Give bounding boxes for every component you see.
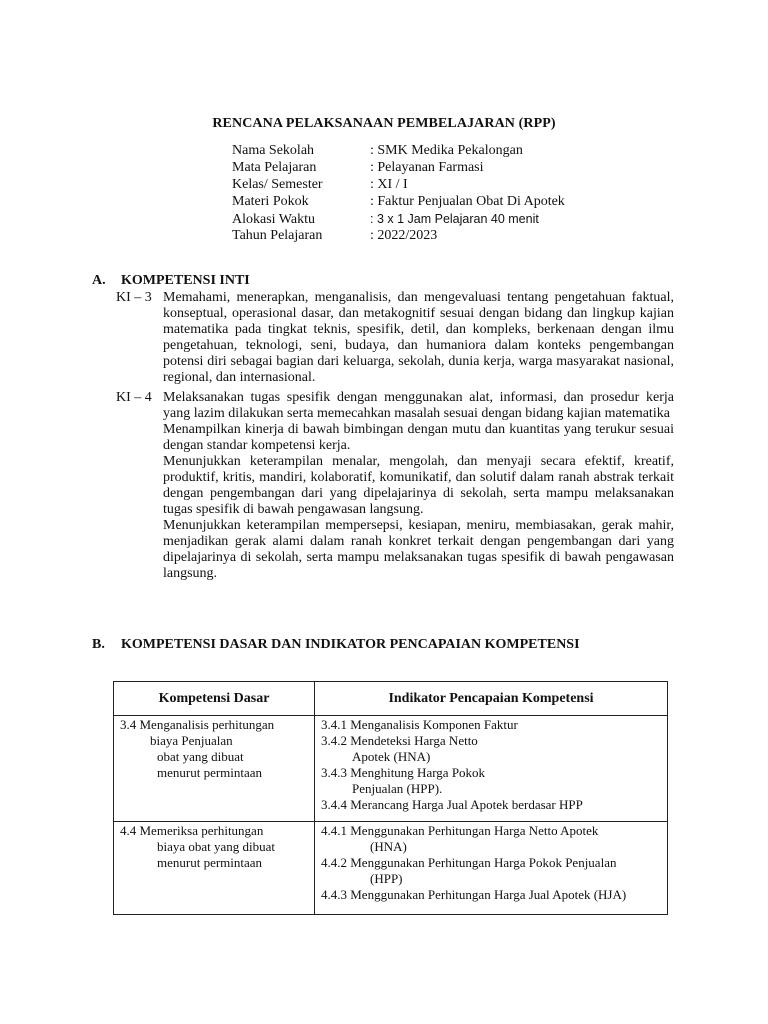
- ki3-text: [163, 290, 674, 386]
- ki4-paragraph: Menampilkan kinerja di bawah bimbingan dengan mutu dan kuantitas yang terukur sesuai dengan standar kompetensi kerja.: [163, 422, 674, 453]
- kd-line: 4.4 Memeriksa perhitungan: [120, 823, 264, 838]
- ki4-paragraph: Menunjukkan keterampilan mempersepsi, kesiapan, meniru, membiasakan, gerak mahir, menjadikan gerak alami dalam ranah konkret terkait dengan pengembangan dari yang dipelajarinya di sekolah, serta mampu melaksanakan tugas spesifik di bawah pengawasan langsung.: [163, 518, 674, 581]
- info-label: Alokasi Waktu: [232, 212, 315, 227]
- header-indikator: Indikator Pencapaian Kompetensi: [315, 682, 668, 716]
- competency-table: [113, 681, 668, 915]
- header-kompetensi-dasar: Kompetensi Dasar: [114, 682, 315, 716]
- info-row-year: [232, 228, 565, 245]
- ki3-label: KI – 3: [116, 290, 152, 305]
- indicator-cell: [315, 716, 668, 822]
- section-b-letter: B.: [92, 637, 105, 652]
- section-b-title: KOMPETENSI DASAR DAN INDIKATOR PENCAPAIAN KOMPETENSI: [121, 637, 580, 652]
- info-label: Tahun Pelajaran: [232, 228, 323, 243]
- info-label: Mata Pelajaran: [232, 160, 317, 175]
- indicator-line: 3.4.3 Menghitung Harga Pokok: [321, 765, 486, 780]
- section-a-heading: [92, 273, 250, 289]
- info-value: : Pelayanan Farmasi: [370, 160, 484, 175]
- info-row-time: [232, 211, 565, 228]
- section-b-heading: [92, 637, 580, 653]
- info-value: : 2022/2023: [370, 228, 438, 243]
- kd-line: menurut permintaan: [157, 765, 263, 780]
- indicator-line: (HNA): [370, 839, 407, 854]
- document-title: RENCANA PELAKSANAAN PEMBELAJARAN (RPP): [212, 116, 556, 131]
- kd-line: biaya Penjualan: [150, 733, 233, 748]
- info-row-school: [232, 143, 565, 160]
- indicator-line: Penjualan (HPP).: [352, 781, 443, 796]
- indicator-line: 4.4.1 Menggunakan Perhitungan Harga Netto Apotek: [321, 823, 599, 838]
- info-label: Kelas/ Semester: [232, 177, 323, 192]
- kd-line: obat yang dibuat: [157, 749, 244, 764]
- indicator-line: 3.4.1 Menganalisis Komponen Faktur: [321, 717, 518, 732]
- table-row: [114, 716, 668, 822]
- info-value: : SMK Medika Pekalongan: [370, 143, 523, 158]
- kd-line: biaya obat yang dibuat: [157, 839, 276, 854]
- kd-cell: [114, 716, 315, 822]
- ki4-paragraph: Melaksanakan tugas spesifik dengan menggunakan alat, informasi, dan prosedur kerja yang lazim dilakukan serta memecahkan masalah sesuai dengan bidang kajian matematika: [163, 390, 674, 421]
- indicator-cell: [315, 822, 668, 915]
- info-label: Nama Sekolah: [232, 143, 315, 158]
- ki3-paragraph: Memahami, menerapkan, menganalisis, dan mengevaluasi tentang pengetahuan faktual, konseptual, operasional dasar, dan metakognitif sesuai dengan bidang dan lingkup kajian matematika pada tingkat teknis, spesifik, detil, dan kompleks, berkenaan dengan ilmu pengetahuan, teknologi, seni, budaya, dan humaniora dalam konteks pengembangan potensi diri sebagai bagian dari keluarga, sekolah, dunia kerja, warga masyarakat nasional, regional, dan internasional.: [163, 290, 674, 385]
- indicator-line: (HPP): [370, 871, 403, 886]
- info-value: : XI / I: [370, 177, 408, 192]
- kd-line: 3.4 Menganalisis perhitungan: [120, 717, 275, 732]
- info-row-material: [232, 194, 565, 211]
- info-value: : 3 x 1 Jam Pelajaran 40 menit: [370, 212, 539, 226]
- indicator-line: 3.4.2 Mendeteksi Harga Netto: [321, 733, 478, 748]
- table-header-row: [114, 682, 668, 716]
- info-row-subject: [232, 160, 565, 177]
- indicator-line: 4.4.2 Menggunakan Perhitungan Harga Pokok Penjualan: [321, 855, 617, 870]
- ki4-text: [163, 390, 674, 582]
- table-row: [114, 822, 668, 915]
- indicator-line: Apotek (HNA): [352, 749, 431, 764]
- indicator-line: 3.4.4 Merancang Harga Jual Apotek berdasar HPP: [321, 797, 583, 812]
- info-row-class: [232, 177, 565, 194]
- section-a-title: KOMPETENSI INTI: [121, 273, 250, 288]
- info-value: : Faktur Penjualan Obat Di Apotek: [370, 194, 565, 209]
- kd-line: menurut permintaan: [157, 855, 263, 870]
- indicator-line: 4.4.3 Menggunakan Perhitungan Harga Jual Apotek (HJA): [321, 887, 627, 902]
- ki4-label: KI – 4: [116, 390, 152, 405]
- info-label: Materi Pokok: [232, 194, 309, 209]
- section-a-letter: A.: [92, 273, 106, 288]
- school-info: [232, 143, 565, 245]
- ki4-paragraph: Menunjukkan keterampilan menalar, mengolah, dan menyaji secara efektif, kreatif, produktif, kritis, mandiri, kolaboratif, komunikatif, dan solutif dalam ranah abstrak terkait dengan pengembangan dari yang dipelajarinya di sekolah, serta mampu melaksanakan tugas spesifik di bawah pengawasan langsung.: [163, 454, 674, 517]
- kd-cell: [114, 822, 315, 915]
